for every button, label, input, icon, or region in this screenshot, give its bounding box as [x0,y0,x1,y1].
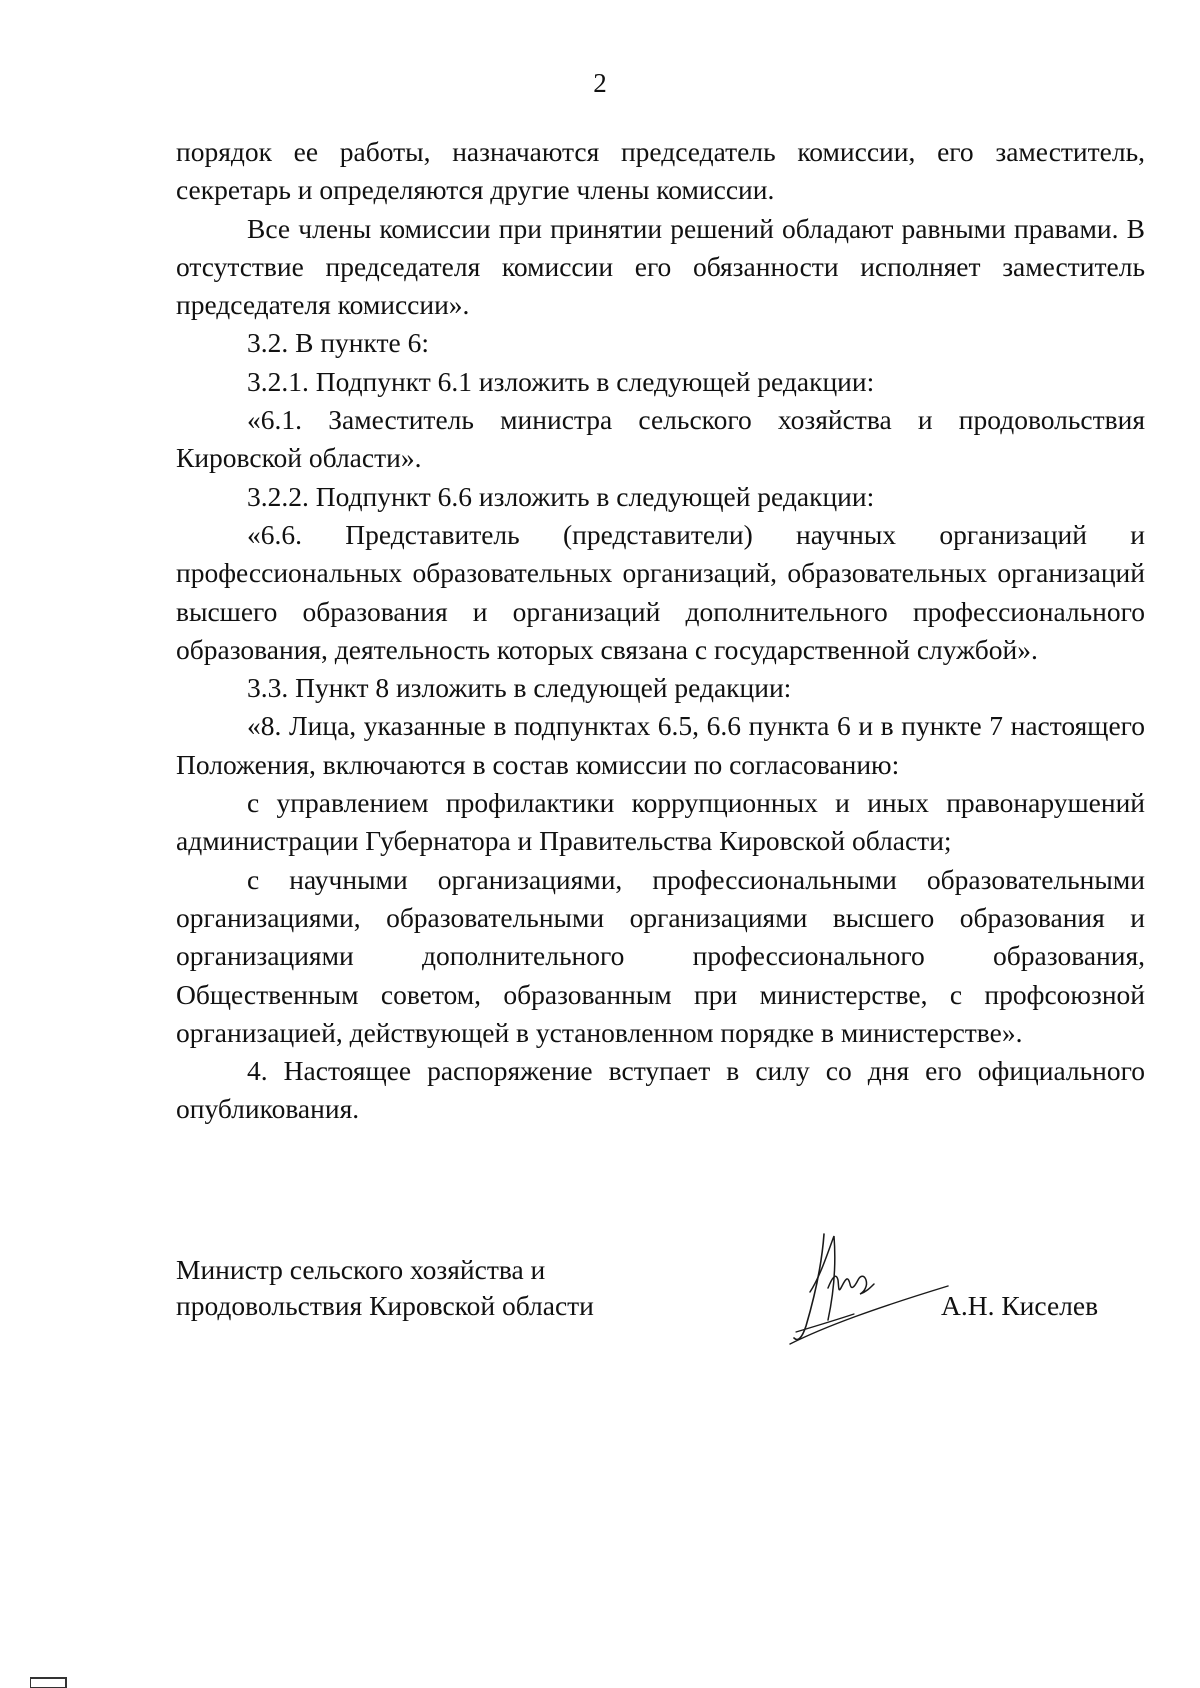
scan-edge-mark [30,1676,70,1688]
handwritten-signature [776,1222,956,1352]
signatory-title [176,1252,594,1324]
paragraph-anticorruption: с управлением профилактики коррупционных и иных правонарушений администрации Губернатора и Правительства Кировской области; [176,787,1145,857]
paragraph-3-2-1: 3.2.1. Подпункт 6.1 изложить в следующей редакции: [247,365,875,397]
document-body [176,133,1145,1129]
page-number: 2 [593,68,607,98]
paragraph-4-effective: 4. Настоящее распоряжение вступает в силу со дня его официального опубликования. [176,1055,1145,1125]
paragraph-equal-rights: Все члены комиссии при принятии решений обладают равными правами. В отсутствие председателя комиссии его обязанности исполняет заместитель председателя комиссии». [176,212,1145,321]
paragraph-3-2: 3.2. В пункте 6: [247,327,430,359]
signatory-title-line-1: Министр сельского хозяйства и [176,1254,546,1285]
signatory-title-line-2: продовольствия Кировской области [176,1290,594,1321]
signature-block [176,1252,1145,1342]
signatory-name: А.Н. Киселев [941,1290,1099,1321]
paragraph-6-1: «6.1. Заместитель министра сельского хозяйства и продовольствия Кировской области». [176,404,1145,474]
paragraph-8: «8. Лица, указанные в подпунктах 6.5, 6.6 пункта 6 и в пункте 7 настоящего Положения, включаются в состав комиссии по согласованию: [176,710,1145,780]
paragraph-3-3: 3.3. Пункт 8 изложить в следующей редакции: [247,672,792,704]
paragraph-organizations: с научными организациями, профессиональными образовательными организациями, образовательными организациями высшего образования и организациями дополнительного профессионального образования, Общественным советом, образованным при министерстве, с профсоюзной организацией, действующей в установленном порядке в министерстве». [176,863,1145,1048]
paragraph-3-2-2: 3.2.2. Подпункт 6.6 изложить в следующей редакции: [247,480,875,512]
paragraph-continuation: порядок ее работы, назначаются председатель комиссии, его заместитель, секретарь и определяются другие члены комиссии. [176,136,1145,206]
paragraph-6-6: «6.6. Представитель (представители) научных организаций и профессиональных образовательных организаций, образовательных организаций высшего образования и организаций дополнительного профессионального образования, деятельность которых связана с государственной службой». [176,518,1145,665]
